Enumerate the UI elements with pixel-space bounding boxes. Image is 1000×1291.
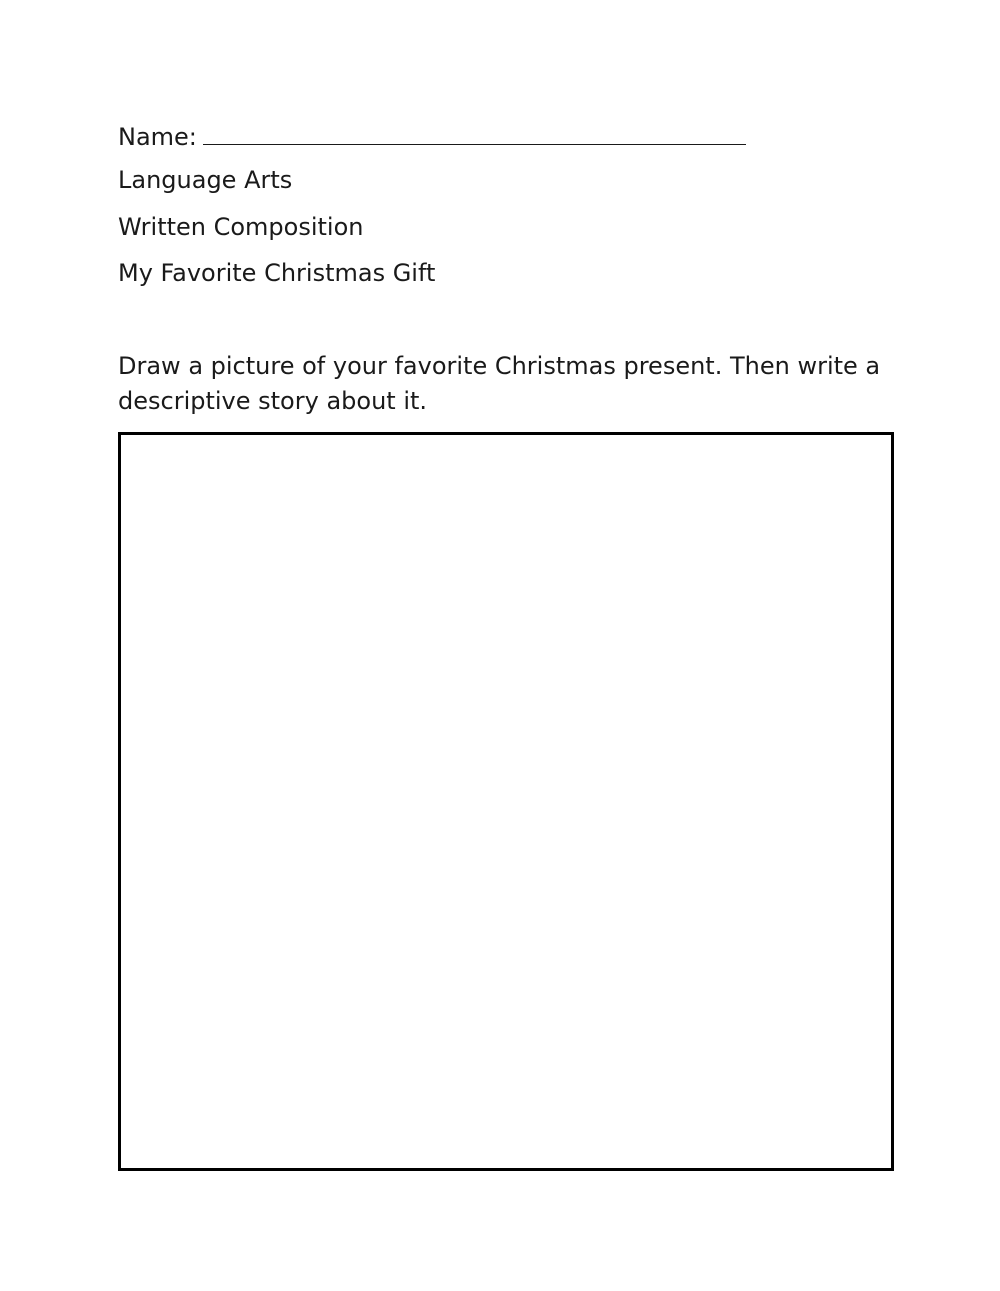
name-blank-line[interactable]	[203, 118, 746, 145]
subject-label: Language Arts	[118, 166, 293, 194]
name-row	[118, 118, 746, 152]
instructions-text: Draw a picture of your favorite Christmas present. Then write a descriptive story about it.	[118, 352, 881, 415]
assignment-type-label: Written Composition	[118, 213, 364, 241]
name-label: Name:	[118, 123, 197, 151]
drawing-box[interactable]	[118, 432, 894, 1171]
assignment-title: My Favorite Christmas Gift	[118, 259, 436, 287]
